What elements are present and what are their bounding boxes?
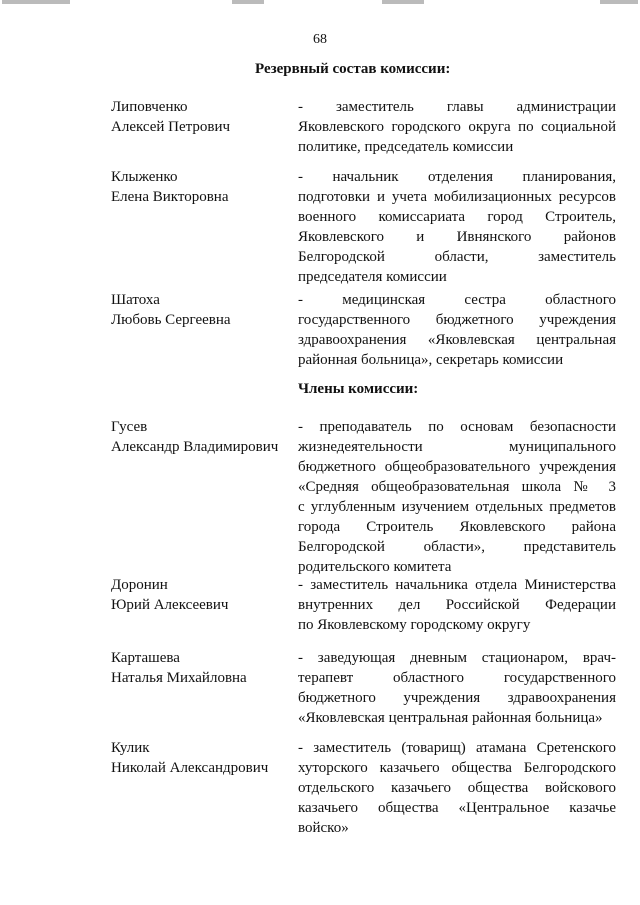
person-given-name: Алексей Петрович	[111, 119, 231, 135]
person-given-name: Николай Александрович	[111, 760, 269, 776]
members-heading: Члены комиссии:	[298, 381, 419, 397]
role-line: Белгородской области», представитель	[298, 539, 616, 555]
person-role	[298, 290, 616, 370]
person-surname: Гусев	[111, 419, 148, 435]
person-name	[111, 97, 296, 137]
role-line: «Яковлевская центральная районная больница»	[298, 710, 603, 726]
role-line: «Средняя общеобразовательная школа № 3	[298, 479, 616, 495]
person-surname: Кулик	[111, 740, 150, 756]
role-line: жизнедеятельности муниципального	[298, 439, 616, 455]
role-line: Яковлевского городского округа по социальной	[298, 119, 616, 135]
role-line: - заместитель начальника отдела Министерства	[298, 577, 616, 593]
role-line: внутренних дел Российской Федерации	[298, 597, 616, 613]
person-given-name: Наталья Михайловна	[111, 670, 247, 686]
role-line: Яковлевского и Ивнянского районов	[298, 229, 616, 245]
role-line: родительского комитета	[298, 559, 452, 575]
role-line: председателя комиссии	[298, 269, 447, 285]
role-line: города Строитель Яковлевского района	[298, 519, 616, 535]
role-line: бюджетного учреждения здравоохранения	[298, 690, 616, 706]
role-line: - преподаватель по основам безопасности	[298, 419, 616, 435]
person-name	[111, 575, 296, 615]
person-surname: Карташева	[111, 650, 180, 666]
scan-edge-mark	[232, 0, 264, 4]
role-line: казачьего общества «Центральное казачье	[298, 800, 616, 816]
person-given-name: Елена Викторовна	[111, 189, 229, 205]
page-number: 68	[313, 32, 327, 47]
role-line: здравоохранения «Яковлевская центральная	[298, 332, 616, 348]
role-line: районная больница», секретарь комиссии	[298, 352, 564, 368]
person-name	[111, 167, 296, 207]
person-name	[111, 648, 296, 688]
person-name	[111, 417, 296, 457]
role-line: подготовки и учета мобилизационных ресурсов	[298, 189, 616, 205]
person-given-name: Любовь Сергеевна	[111, 312, 231, 328]
person-surname: Шатоха	[111, 292, 160, 308]
role-line: хуторского казачьего общества Белгородского	[298, 760, 616, 776]
role-line: военного комиссариата город Строитель,	[298, 209, 616, 225]
person-role	[298, 417, 616, 577]
role-line: войско»	[298, 820, 349, 836]
person-role	[298, 738, 616, 838]
person-role	[298, 648, 616, 728]
person-surname: Клыженко	[111, 169, 178, 185]
role-line: - заведующая дневным стационаром, врач-	[298, 650, 616, 666]
role-line: - медицинская сестра областного	[298, 292, 616, 308]
role-line: отдельского казачьего общества войскового	[298, 780, 616, 796]
scan-edge-mark	[600, 0, 638, 4]
role-line: по Яковлевскому городскому округу	[298, 617, 531, 633]
role-line: - начальник отделения планирования,	[298, 169, 616, 185]
person-role	[298, 97, 616, 157]
role-line: - заместитель (товарищ) атамана Сретенского	[298, 740, 616, 756]
person-surname: Доронин	[111, 577, 168, 593]
scan-edge-mark	[382, 0, 424, 4]
role-line: бюджетного общеобразовательного учреждения	[298, 459, 616, 475]
person-role	[298, 575, 616, 635]
person-given-name: Александр Владимирович	[111, 439, 279, 455]
person-name	[111, 738, 296, 778]
role-line: - заместитель главы администрации	[298, 99, 616, 115]
role-line: терапевт областного государственного	[298, 670, 616, 686]
reserve-heading: Резервный состав комиссии:	[255, 61, 451, 77]
role-line: с углубленным изучением отдельных предметов	[298, 499, 616, 515]
person-surname: Липовченко	[111, 99, 188, 115]
person-role	[298, 167, 616, 287]
person-given-name: Юрий Алексеевич	[111, 597, 229, 613]
role-line: политике, председатель комиссии	[298, 139, 514, 155]
role-line: Белгородской области, заместитель	[298, 249, 616, 265]
person-name	[111, 290, 296, 330]
role-line: государственного бюджетного учреждения	[298, 312, 616, 328]
scan-edge-mark	[2, 0, 70, 4]
